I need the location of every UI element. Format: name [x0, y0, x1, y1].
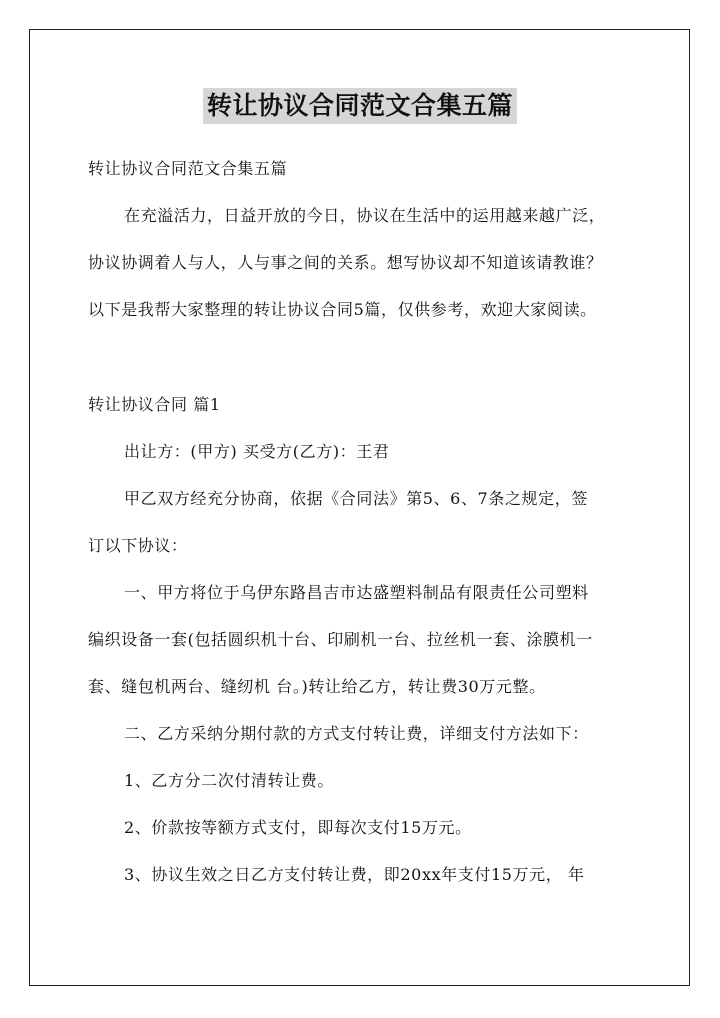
body-line-agreement-1: 甲乙双方经充分协商，依据《合同法》第5、6、7条之规定，签 — [124, 489, 588, 508]
intro-line-2: 协议协调着人与人，人与事之间的关系。想写协议却不知道该请教谁？ — [88, 253, 603, 272]
document-subtitle: 转让协议合同范文合集五篇 — [88, 159, 288, 178]
intro-line-1: 在充溢活力，日益开放的今日，协议在生活中的运用越来越广泛， — [124, 206, 606, 225]
body-line-item2: 2、价款按等额方式支付，即每次支付15万元。 — [124, 818, 472, 837]
title-container — [0, 88, 720, 124]
document-title: 转让协议合同范文合集五篇 — [203, 88, 517, 124]
body-line-item1: 1、乙方分二次付清转让费。 — [124, 771, 334, 790]
body-line-clause2: 二、乙方采纳分期付款的方式支付转让费，详细支付方法如下： — [124, 724, 589, 743]
body-line-clause1-3: 套、缝包机两台、缝纫机 台。)转让给乙方，转让费30万元整。 — [88, 677, 546, 696]
body-line-clause1-2: 编织设备一套(包括圆织机十台、印刷机一台、拉丝机一套、涂膜机一 — [88, 630, 593, 649]
body-line-clause1-1: 一、甲方将位于乌伊东路昌吉市达盛塑料制品有限责任公司塑料 — [124, 583, 589, 602]
intro-line-3: 以下是我帮大家整理的转让协议合同5篇，仅供参考，欢迎大家阅读。 — [88, 300, 597, 319]
body-line-agreement-2: 订以下协议： — [88, 536, 188, 555]
body-line-item3: 3、协议生效之日乙方支付转让费，即20xx年支付15万元， 年 — [124, 865, 585, 884]
body-line-parties: 出让方：(甲方) 买受方(乙方)：王君 — [124, 442, 390, 461]
section-heading: 转让协议合同 篇1 — [88, 395, 221, 414]
